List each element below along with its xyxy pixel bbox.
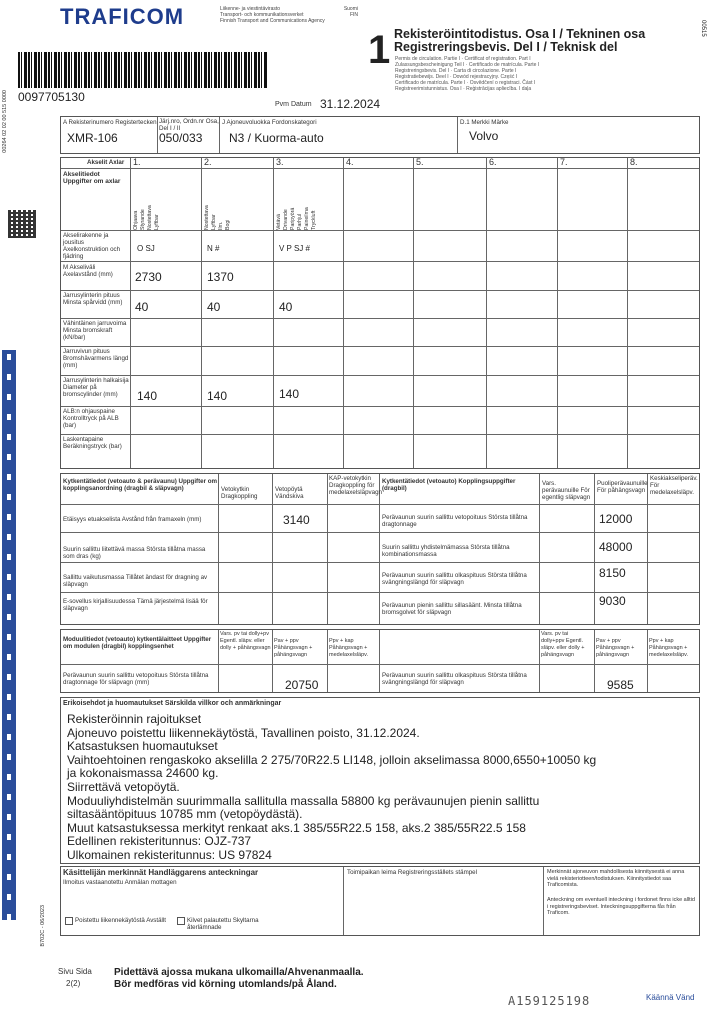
order-number: 050/033 xyxy=(159,131,203,145)
reg-number-label: A Rekisterinumero Registertecken xyxy=(63,119,157,126)
track-axle-3: 40 xyxy=(279,300,293,314)
axle-number-4: 4. xyxy=(346,157,354,167)
remark-line: Muut katsastuksessa merkityt renkaat aks.1 385/55R22.5 158, aks.2 385/55R22.5 158 xyxy=(67,820,526,835)
remark-line: Ulkomainen rekisteritunnus: US 97824 xyxy=(67,847,272,862)
coupling-table xyxy=(60,473,700,625)
identification-fields xyxy=(60,116,700,154)
country-code: Suomi FIN xyxy=(343,6,358,18)
traficom-logo: TRAFICOM xyxy=(60,4,185,29)
module-right-col-1: Vars. pv tai dolly+ppv Egentl. släpv. eller dolly + påhängsvagn xyxy=(541,631,585,658)
make-label: D.1 Merkki Märke xyxy=(460,119,509,126)
remark-line: Rekisteröinnin rajoitukset xyxy=(67,712,202,726)
module-length-value: 9585 xyxy=(607,678,634,692)
coupling-left-title: Kytkentätiedot (vetoauto & perävaunu) Uppgifter om kopplingsanordning (dragbil & släpvagn) xyxy=(63,478,218,492)
coupling-distance-value: 3140 xyxy=(283,513,310,527)
coupling-bridge-value: 9030 xyxy=(599,594,626,608)
document-number: A159125198 xyxy=(508,994,591,1008)
vehicle-category-label: J Ajoneuvoluokka Fordonskategori xyxy=(222,119,317,126)
cylinder-axle-2: 140 xyxy=(207,389,228,403)
module-table xyxy=(60,629,700,693)
wheelbase-axle-1: 2730 xyxy=(135,270,162,284)
coupling-right-row-3: Perävaunun suurin sallittu olkaspituus Största tillåtna svängningslängd för släpvagn xyxy=(382,572,527,586)
handler-received: Ilmoitus vastaanotettu Anmälan mottagen xyxy=(63,879,177,886)
page-label: Sivu Sida xyxy=(58,967,92,976)
axle-number-5: 5. xyxy=(416,157,424,167)
axle-number-7: 7. xyxy=(560,157,568,167)
part-number: 1 xyxy=(368,28,391,72)
cylinder-axle-3: 140 xyxy=(279,387,300,401)
module-left-title: Moduulitiedot (vetoauto) kytkentälaitteet Uppgifter om modulen (dragbil) kopplingsenhet xyxy=(63,636,212,650)
remarks-text xyxy=(67,713,697,863)
security-strip xyxy=(2,350,16,920)
translations-block: Permis de circulation. Partie I · Certificat of registration. Part I Zulassungsbescheinigung Teil I · Certificado de matrícula. Parte I Registreringsbevis. Del I · Carta di circolazione. Parte I Registratiebewijs. Deel I · Dowód rejestracyjny. Część I Certificado de matrícula. Parte I · Osvědčení o registraci. Část I Registreerimistunnistus. Osa I · Reģistrācijas apliecība. I daļa xyxy=(395,56,540,92)
agency-names: Liikenne- ja viestintävirasto Transport- och kommunikationsverket Finnish Transport and Communications Agency xyxy=(220,6,325,24)
make: Volvo xyxy=(469,129,499,143)
axle-table xyxy=(60,157,700,469)
row-label-lever-length: Jarruvivun pituus Bromshävarmens längd (mm) xyxy=(63,348,129,369)
row-label-cylinder-diameter: Jarrusylinterin halkaisija Diameter på bromscylinder (mm) xyxy=(63,377,129,398)
coupling-left-row-3: Sallittu vaikutusmassa Tillåtet ändast för dragning av släpvagn xyxy=(63,574,208,588)
module-right-col-2: Pav + ppv Påhängsvagn + påhängsvagn xyxy=(596,638,635,658)
remark-line: Vaihtoehtoinen rengaskoko akselilla 2 275/70R22.5 LI148, jolloin akselimassa 8000,6550+10050 kg xyxy=(67,752,597,767)
remark-line: siltasääntöpituus 10785 mm (vetopöydästä). xyxy=(67,807,303,822)
plates-returned-label: Kilvet palautettu Skyltarna återlämnade xyxy=(187,917,259,931)
footer-line-fi: Pidettävä ajossa mukana ulkomailla/Ahvenanmaalla. xyxy=(114,967,364,978)
cylinder-axle-1: 140 xyxy=(137,389,158,403)
remark-line: ja kokonaismassa 24600 kg. xyxy=(67,766,219,781)
remark-line: Edellinen rekisteritunnus: OJZ-737 xyxy=(67,834,252,849)
axle2-type-labels: Nostettava Lyftbar Ilm. Bogi xyxy=(204,205,231,230)
module-right-col-3: Ppv + kap Påhängsvagn + medelaxelsläpv. xyxy=(649,638,689,658)
footer-line-sv: Bör medföras vid körning utomlands/på Åland. xyxy=(114,979,337,990)
coupling-col-trailer: Vars. perävaunuille För egentlig släpvagn xyxy=(542,480,591,501)
coupling-combination-value: 48000 xyxy=(599,540,633,554)
coupling-right-row-2: Suurin sallittu yhdistelmämassa Största tillåtna kombinationsmassa xyxy=(382,544,510,558)
handler-title: Käsittelijän merkinnät Handläggarens anteckningar xyxy=(63,868,259,877)
coupling-towing-value: 12000 xyxy=(599,512,633,526)
module-left-row-label: Perävaunun suurin sallittu vetopoituus Största tillåtna dragtonnage för släpvagn (mm) xyxy=(63,672,209,686)
coupling-right-row-4: Perävaunun pienin sallittu sillasäänt. Minsta tillåtna bromsgolvet för släpvagn xyxy=(382,602,522,616)
module-right-row-label: Perävaunun suurin sallittu olkaspituus Största tillåtna svängningslängd för släpvagn xyxy=(382,672,527,686)
coupling-left-row-4: E-sovellus kirjallisuudessa Tämä järjestelmä lisää för släpvagn xyxy=(63,598,208,612)
print-date: 31.12.2024 xyxy=(320,97,381,111)
construction-axle-2: N # xyxy=(207,244,220,253)
row-label-brake-force: Vähintäinen jarruvoima Minsta bromskraft (kN/bar) xyxy=(63,320,127,341)
removed-label: Poistettu liikennekäytöstä Avställt xyxy=(75,917,167,924)
row-label-construction: Akselirakenne ja jousitus Axelkonstruktion och fjädring xyxy=(63,232,121,260)
barcode xyxy=(18,52,268,88)
coupling-left-row-1: Etäisyys etuakselista Avstånd från framaxeln (mm) xyxy=(63,516,202,523)
serial-number: 0097705130 xyxy=(18,90,85,104)
remark-line: Siirrettävä vetopöytä. xyxy=(67,779,180,794)
side-code-top: 00515 xyxy=(700,20,706,37)
remark-line: Katsastuksen huomautukset xyxy=(67,739,218,754)
remarks-title: Erikoisehdot ja huomautukset Särskilda villkor och anmärkningar xyxy=(63,700,282,707)
axle-number-1: 1. xyxy=(133,157,141,167)
row-label-track: Jarrusylinterin pituus Minsta spårvidd (mm) xyxy=(63,292,123,306)
track-axle-2: 40 xyxy=(207,300,221,314)
handler-side-code: B702C - 06/2023 xyxy=(40,905,46,947)
axle-number-8: 8. xyxy=(630,157,638,167)
page-value: 2(2) xyxy=(66,979,81,988)
row-label-calc-pressure: Laskentapaine Beräkningstryck (bar) xyxy=(63,436,122,450)
coupling-col-fifthwheel: Vetopöytä Vändskiva xyxy=(275,486,304,500)
reg-number: XMR-106 xyxy=(67,131,118,145)
remarks-section xyxy=(60,697,700,864)
coupling-col-kap: KAP-vetokytkin Dragkoppling för medelaxelsläpvagn xyxy=(329,475,382,496)
remark-line: Moduuliyhdistelmän suurimmalla sallitulla massalla 58800 kg perävaunujen pienin sallittu xyxy=(67,793,540,808)
mortgage-note-sv: Anteckning om eventuell inteckning i fordonet finns icke alltid i registreringsbeviset. Inteckningsuppgifterna fås från Traficom. xyxy=(547,897,695,916)
coupling-col-hitch: Vetokytkin Dragkoppling xyxy=(221,486,258,500)
axle3-type-labels: Vetävä Drivande Paripyörä Parhjul Paineilma Tryckluft xyxy=(276,207,317,230)
module-towing-value: 20750 xyxy=(285,678,319,692)
track-axle-1: 40 xyxy=(135,300,149,314)
coupling-right-title: Kytkentätiedot (vetoauto) Kopplingsuppgifter (dragbil) xyxy=(382,478,516,492)
axle-number-2: 2. xyxy=(204,157,212,167)
handler-stamp: Toimipaikan leima Registreringsställets stämpel xyxy=(347,869,477,876)
axle-section-title: Akselitiedot Uppgifter om axlar xyxy=(63,171,121,185)
module-col-2: Pav + ppv Påhängsvagn + påhängsvagn xyxy=(274,638,313,658)
module-col-1: Vars. pv tai dolly+pv Egentl. släpv. eller dolly + påhängsvagn xyxy=(220,631,271,651)
removed-checkbox[interactable] xyxy=(65,917,73,925)
print-date-label: Pvm Datum xyxy=(275,101,312,108)
plates-returned-checkbox[interactable] xyxy=(177,917,185,925)
axles-header: Akselit Axlar xyxy=(87,159,125,166)
module-col-3: Ppv + kap Påhängsvagn + medelaxelsläpv. xyxy=(329,638,369,658)
left-side-code: 00264 02 02 00 515 0000 xyxy=(2,90,8,153)
axle-number-3: 3. xyxy=(276,157,284,167)
construction-axle-3: V P SJ # xyxy=(279,244,310,253)
coupling-col-centreaxle: Keskiakseliperäv. För medelaxelsläpv. xyxy=(650,475,698,496)
row-label-wheelbase: M Akseliväli Axelavstånd (mm) xyxy=(63,264,113,278)
coupling-left-row-2: Suurin sallittu liitettävä massa Största tillåtna massa som dras (kg) xyxy=(63,546,206,560)
row-label-alb-pressure: ALB:n ohjauspaine Kontrolltryck på ALB (bar) xyxy=(63,408,119,429)
coupling-right-row-1: Perävaunun suurin sallittu vetopoituus Största tillåtna dragtonnage xyxy=(382,514,528,528)
remark-line: Ajoneuvo poistettu liikennekäytöstä, Tavallinen poisto, 31.12.2024. xyxy=(67,725,420,740)
wheelbase-axle-2: 1370 xyxy=(207,270,234,284)
qr-code xyxy=(8,210,36,238)
axle1-type-labels: Ohjaava Styrande Nostettava Lyftbar xyxy=(133,205,160,230)
coupling-col-semitrailer: Puoliperävaunuille För påhängsvagn xyxy=(597,480,648,494)
handler-section xyxy=(60,866,700,936)
axle-number-6: 6. xyxy=(489,157,497,167)
order-number-label: Järj.nro, Ordn.nr Osa, Del I / II xyxy=(159,118,219,132)
coupling-length-value: 8150 xyxy=(599,566,626,580)
mortgage-note-fi: Merkinnät ajoneuvon mahdollisesta kiinnitysestä ei anna vielä rekisteriotteen/todistuksen. Kiinnitystiedot saa Traficomista. xyxy=(547,869,685,888)
turn-over: Käännä Vänd xyxy=(646,993,695,1002)
document-title: Rekisteröintitodistus. Osa I / Tekninen osa Registreringsbevis. Del I / Teknisk del xyxy=(394,27,646,54)
vehicle-category: N3 / Kuorma-auto xyxy=(229,131,324,145)
construction-axle-1: O SJ xyxy=(137,244,155,253)
